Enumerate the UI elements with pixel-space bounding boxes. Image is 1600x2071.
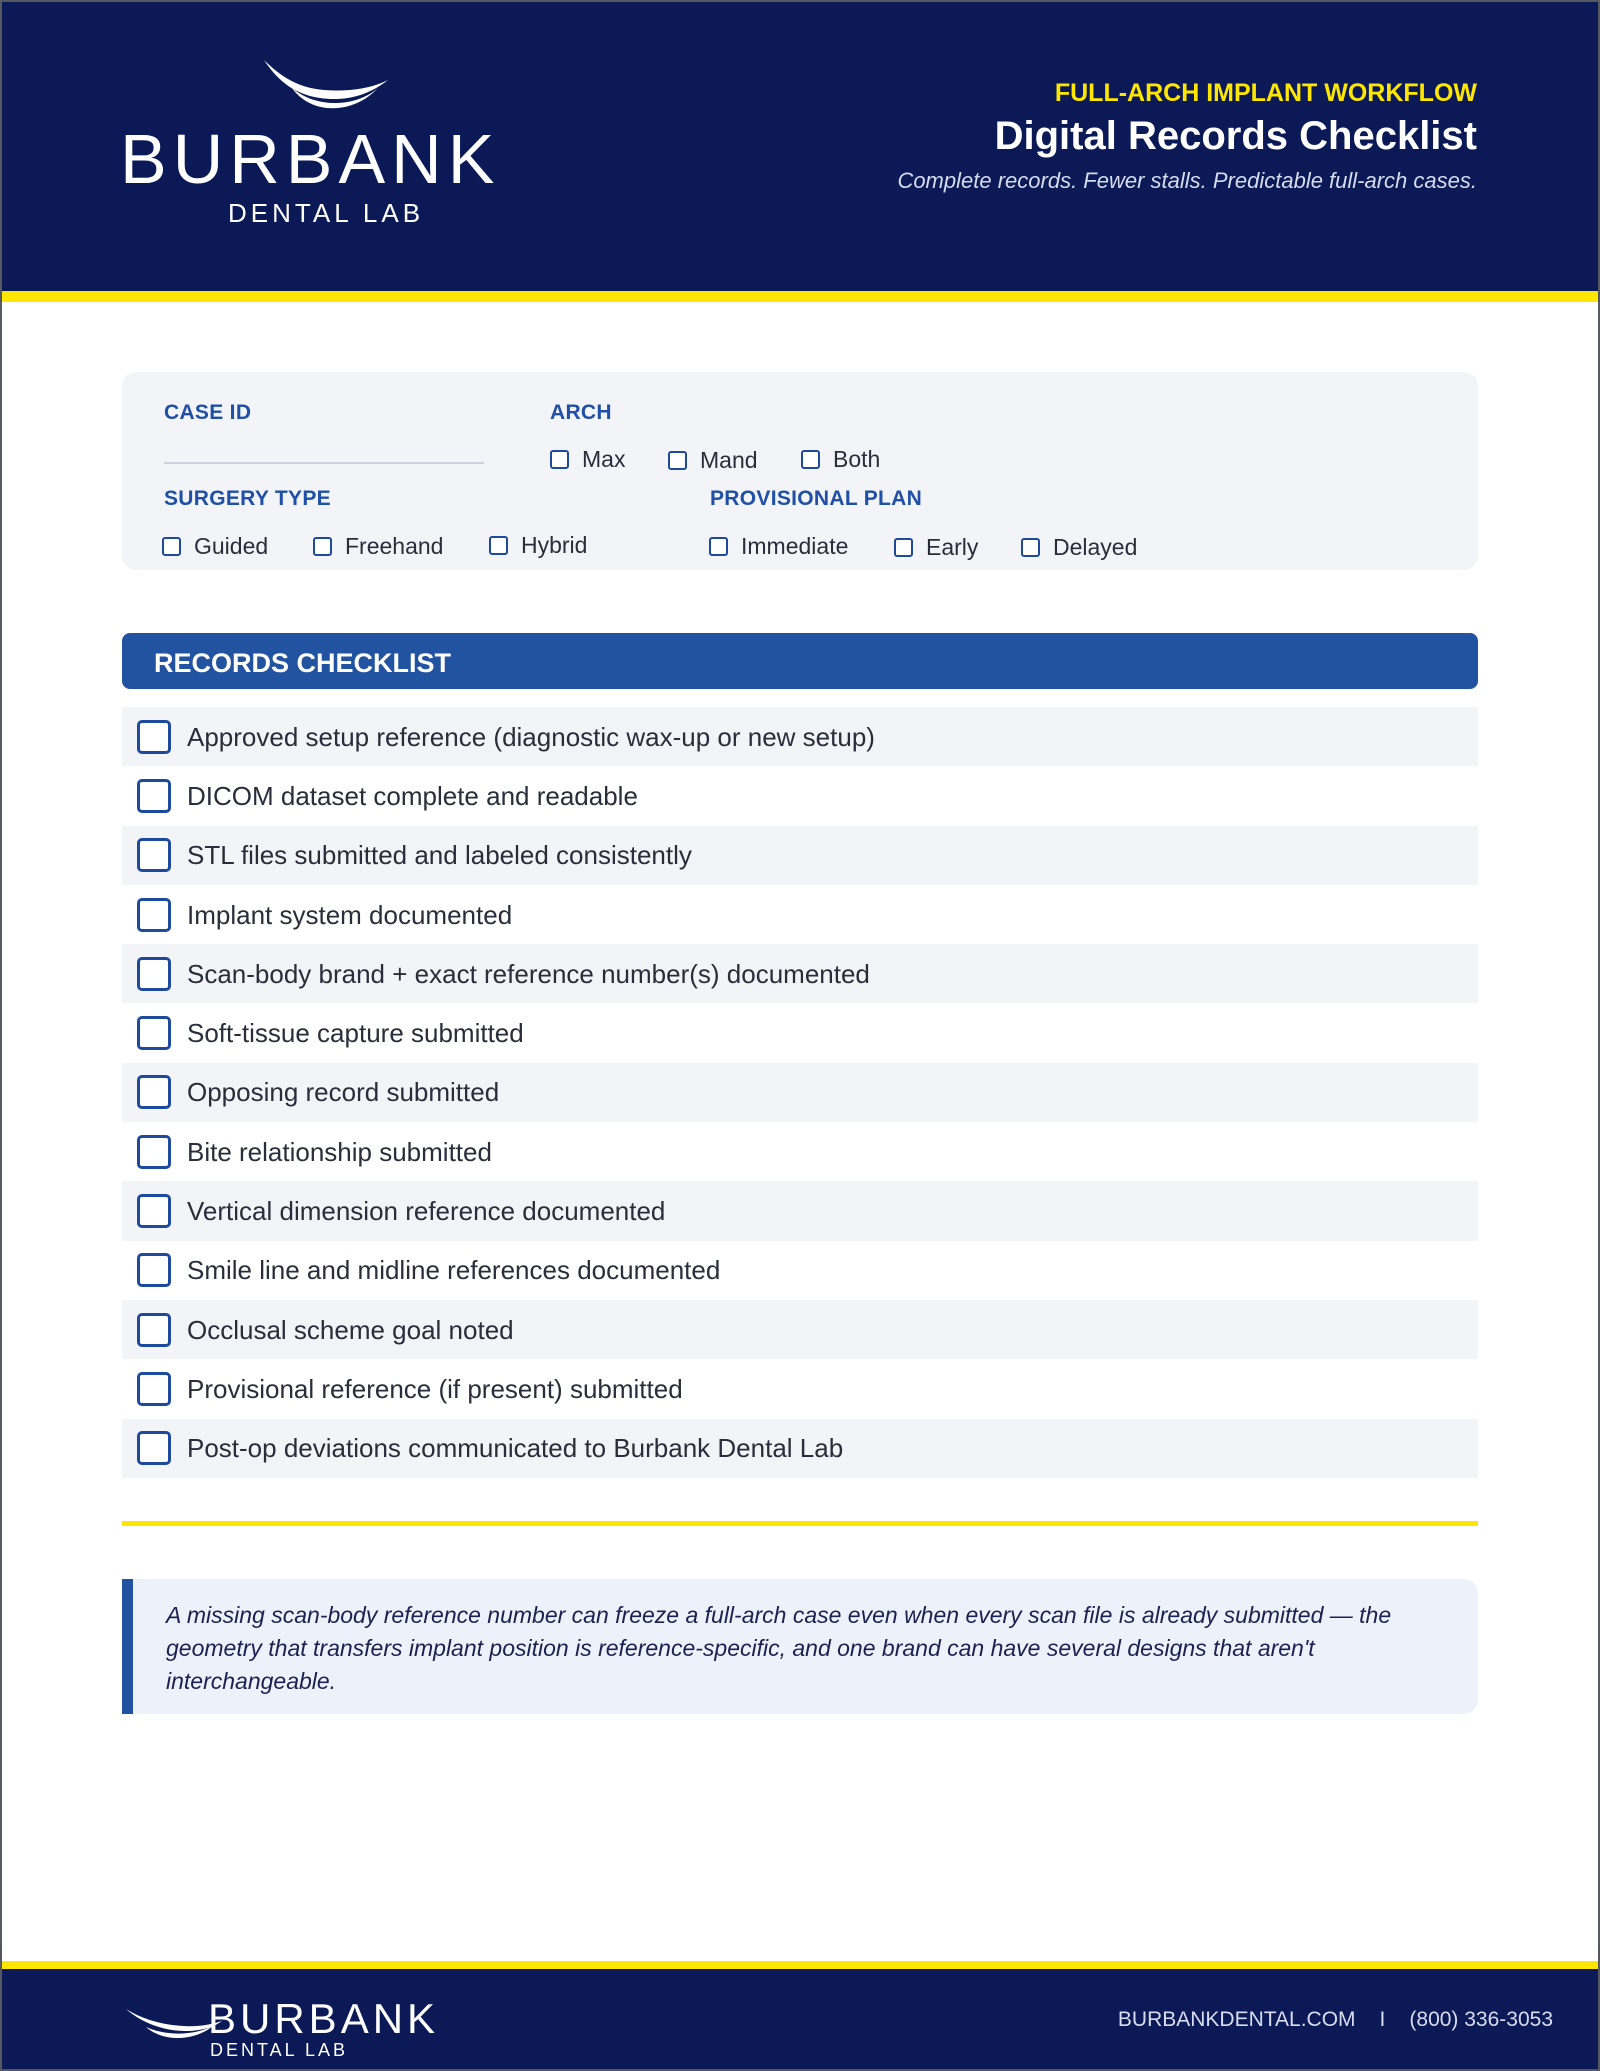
checklist-item-label: Vertical dimension reference documented xyxy=(187,1196,666,1227)
checklist-item[interactable] xyxy=(122,826,1478,885)
footer-brand-subtitle: DENTAL LAB xyxy=(210,2040,349,2060)
checkbox[interactable] xyxy=(137,1135,171,1169)
provisional-option-label: Delayed xyxy=(1053,534,1138,560)
footer-contact xyxy=(1118,2007,1553,2033)
smile-swoosh-icon xyxy=(262,58,390,118)
checklist-item[interactable] xyxy=(122,1359,1478,1418)
checklist-item-label: Provisional reference (if present) submitted xyxy=(187,1373,683,1404)
records-checklist xyxy=(122,707,1478,1478)
case-id-label: CASE ID xyxy=(164,401,252,424)
checkbox[interactable] xyxy=(894,538,913,557)
provisional-option-early[interactable] xyxy=(894,533,978,561)
surgery-option-guided[interactable] xyxy=(162,532,268,560)
checkbox[interactable] xyxy=(137,1194,171,1228)
case-info-panel xyxy=(122,372,1478,570)
checklist-item[interactable] xyxy=(122,1419,1478,1478)
checkbox[interactable] xyxy=(137,1431,171,1465)
brand-wordmark: BURBANK xyxy=(120,120,501,198)
checklist-item[interactable] xyxy=(122,944,1478,1003)
header-titles xyxy=(777,78,1477,196)
section-divider xyxy=(122,1521,1478,1526)
footer-separator: I xyxy=(1379,2008,1386,2031)
checkbox[interactable] xyxy=(313,537,332,556)
provisional-option-delayed[interactable] xyxy=(1021,533,1137,561)
checklist-item-label: Implant system documented xyxy=(187,899,513,930)
surgery-option-label: Freehand xyxy=(345,533,444,559)
surgery-type-label: SURGERY TYPE xyxy=(164,487,331,510)
checklist-item-label: Soft-tissue capture submitted xyxy=(187,1018,524,1049)
checklist-item-label: Scan-body brand + exact reference number(s) documented xyxy=(187,958,870,989)
checklist-item-label: Opposing record submitted xyxy=(187,1077,500,1108)
arch-option-max[interactable] xyxy=(550,445,625,473)
records-checklist-header xyxy=(122,633,1478,689)
provisional-option-label: Early xyxy=(926,534,979,560)
provisional-option-immediate[interactable] xyxy=(709,532,848,560)
surgery-option-hybrid[interactable] xyxy=(489,531,587,559)
checklist-item-label: Smile line and midline references documented xyxy=(187,1255,721,1286)
checklist-item-label: Post-op deviations communicated to Burbank Dental Lab xyxy=(187,1433,844,1464)
checkbox[interactable] xyxy=(137,898,171,932)
checklist-item[interactable] xyxy=(122,766,1478,825)
provisional-option-label: Immediate xyxy=(741,533,849,559)
header-banner xyxy=(0,0,1600,291)
checklist-item-label: Occlusal scheme goal noted xyxy=(187,1314,514,1345)
checklist-item[interactable] xyxy=(122,1063,1478,1122)
checkbox[interactable] xyxy=(137,1075,171,1109)
workflow-eyebrow: FULL-ARCH IMPLANT WORKFLOW xyxy=(1054,79,1477,107)
footer-accent-stripe xyxy=(0,1961,1600,1969)
checkbox[interactable] xyxy=(137,1016,171,1050)
checklist-item[interactable] xyxy=(122,1003,1478,1062)
checkbox[interactable] xyxy=(137,1372,171,1406)
checkbox[interactable] xyxy=(137,838,171,872)
checklist-item[interactable] xyxy=(122,885,1478,944)
checklist-item-label: Bite relationship submitted xyxy=(187,1136,492,1167)
checklist-item[interactable] xyxy=(122,1300,1478,1359)
checklist-item[interactable] xyxy=(122,1122,1478,1181)
checkbox[interactable] xyxy=(801,450,820,469)
surgery-option-label: Hybrid xyxy=(521,532,588,558)
checkbox[interactable] xyxy=(550,450,569,469)
checklist-item[interactable] xyxy=(122,1241,1478,1300)
note-callout xyxy=(122,1579,1478,1714)
checkbox[interactable] xyxy=(137,720,171,754)
checkbox[interactable] xyxy=(137,1253,171,1287)
checklist-item[interactable] xyxy=(122,1181,1478,1240)
checkbox[interactable] xyxy=(709,537,728,556)
checklist-item[interactable] xyxy=(122,707,1478,766)
case-id-field[interactable] xyxy=(164,462,484,464)
arch-option-label: Max xyxy=(582,446,626,472)
brand-subtitle: DENTAL LAB xyxy=(228,198,425,228)
website-link[interactable]: BURBANKDENTAL.COM xyxy=(1117,2008,1356,2031)
checkbox[interactable] xyxy=(137,1313,171,1347)
footer-brand-wordmark: BURBANK xyxy=(208,1995,440,2042)
footer-banner xyxy=(0,1969,1600,2071)
surgery-option-label: Guided xyxy=(194,533,269,559)
checkbox[interactable] xyxy=(162,537,181,556)
checkbox[interactable] xyxy=(1021,538,1040,557)
checklist-item-label: Approved setup reference (diagnostic wax-up or new setup) xyxy=(187,721,875,752)
arch-label: ARCH xyxy=(550,401,612,424)
surgery-option-freehand[interactable] xyxy=(313,532,443,560)
checkbox[interactable] xyxy=(137,779,171,813)
checklist-item-label: DICOM dataset complete and readable xyxy=(187,780,638,811)
document-title: Digital Records Checklist xyxy=(994,114,1477,158)
header-accent-stripe xyxy=(0,291,1600,302)
checkbox[interactable] xyxy=(137,957,171,991)
checklist-item-label: STL files submitted and labeled consistently xyxy=(187,840,692,871)
tagline: Complete records. Fewer stalls. Predictable full-arch cases. xyxy=(897,168,1477,193)
arch-option-both[interactable] xyxy=(801,445,880,473)
arch-option-label: Mand xyxy=(700,447,758,473)
provisional-plan-label: PROVISIONAL PLAN xyxy=(710,487,923,510)
note-text: A missing scan-body reference number can freeze a full-arch case even when every scan file is already submitted — the geometry that transfers implant position is reference-specific, and one brand can have several designs that aren't interchangeable. xyxy=(166,1602,1392,1694)
phone-number[interactable]: (800) 336-3053 xyxy=(1409,2008,1553,2031)
checkbox[interactable] xyxy=(489,536,508,555)
arch-option-label: Both xyxy=(833,446,881,472)
checkbox[interactable] xyxy=(668,451,687,470)
records-checklist-title: RECORDS CHECKLIST xyxy=(154,648,452,678)
arch-option-mand[interactable] xyxy=(668,446,758,474)
